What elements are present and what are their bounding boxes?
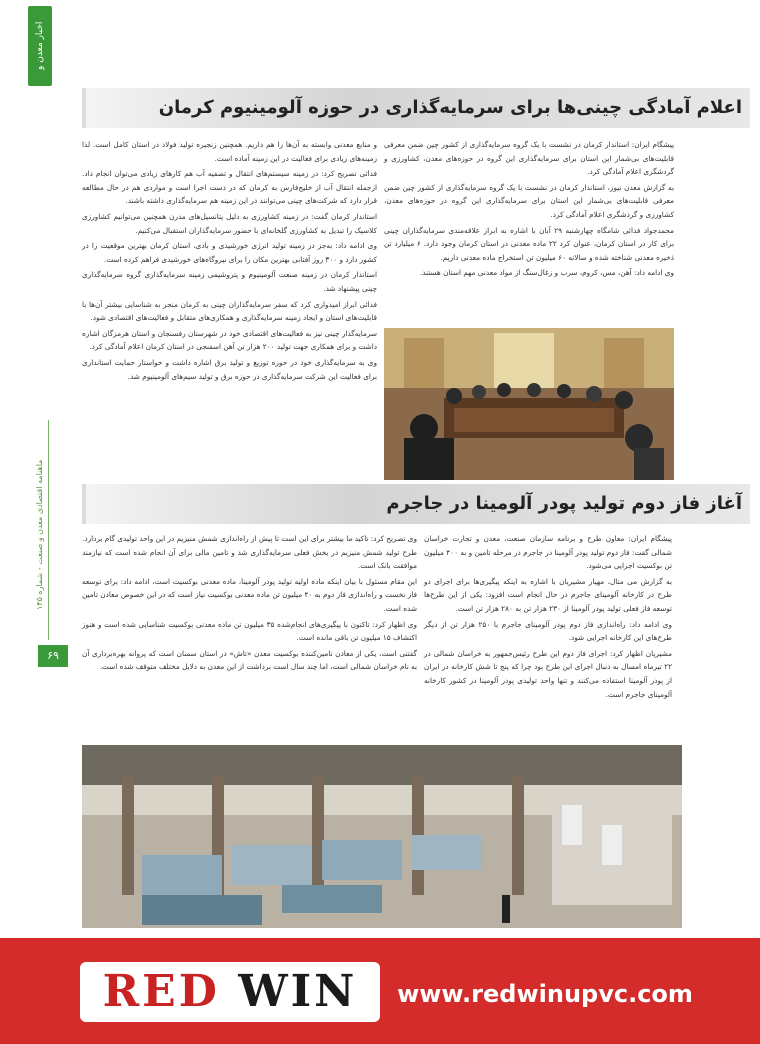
paragraph: و منابع معدنی وابسته به آن‌ها را هم داریم. همچنین زنجیره تولید فولاد در استان کامل است. لذا زمینه‌های زیادی برای فعالیت در این زمینه آماده است. xyxy=(82,140,377,163)
paragraph: وی به سرمایه‌گذاری خود در حوزه توزیع و تولید برق اشاره داشت و خواستار حمایت استانداری برای فعالیت این شرکت سرمایه‌گذاری در حوزه برق و تولید سیم‌های آلومینیوم شد. xyxy=(82,357,377,381)
page-number: ۶۹ xyxy=(38,645,68,667)
paragraph: این مقام مسئول با بیان اینکه ماده اولیه تولید پودر آلومینا، ماده معدنی بوکسیت است، ادامه داد: برای توسعه فاز نخست و راه‌اندازی فاز دوم به ۴۰ میلیون تن ماده معدنی بوکسیت نیاز است که در این خصوص معادن تامین شده است. xyxy=(82,576,417,613)
article1-left-column xyxy=(82,138,377,478)
section-tag xyxy=(28,6,65,86)
left-rail xyxy=(0,0,65,938)
article1-title: اعلام آمادگی چینی‌ها برای سرمایه‌گذاری در حوزه آلومینیوم کرمان xyxy=(158,97,742,118)
article1-headline-bar xyxy=(82,88,750,128)
magazine-strip: ماهنامه اقتصادی معدن و صنعت - شماره ۱۴۵ xyxy=(35,459,44,611)
meeting-photo xyxy=(384,328,674,480)
paragraph: استاندار کرمان در زمینه صنعت آلومینیوم و پتروشیمی زمینه سرمایه‌گذاری گروه سرمایه‌گذاری چینی پیشنهاد شد. xyxy=(82,270,377,293)
factory-photo xyxy=(82,745,682,928)
brand-url-link[interactable]: www.redwinupvc.com xyxy=(397,980,693,1008)
paragraph: وی تصریح کرد: تاکید ما بیشتر برای این است تا پیش از راه‌اندازی شمش منیزیم در این واحد تولیدی گام بردارد. طرح تولید شمش منیزیم در بخش فعلی سرمایه‌گذاری شد و تامین مالی برای آن انجام شده است که نیازمند موافقت بانک است. xyxy=(82,534,417,571)
brand-name-dark: WIN xyxy=(238,966,358,1017)
paragraph: پیشگام ایران: معاون طرح و برنامه سازمان صنعت، معدن و تجارت خراسان شمالی گفت: فاز دوم تولید پودر آلومینا در جاجرم در مرحله تامین و به ۴۰۰ میلیون تن بوکسیت اجرایی می‌شود. xyxy=(424,534,672,571)
paragraph: وی ادامه داد: آهن، مس، کروم، سرب و زغال‌سنگ از مواد معدنی مهم استان هستند. xyxy=(419,268,674,278)
brand-logo xyxy=(80,962,380,1022)
paragraph: استاندار کرمان گفت: در زمینه کشاورزی به دلیل پتانسیل‌های مدرن همچنین می‌توانیم کشاورزی کلاسیک را تبدیل به کشاورزی گلخانه‌ای با حضور سرمایه‌گذاران استقبال می‌کنیم. xyxy=(82,211,377,235)
paragraph: وی اظهار کرد: تاکنون با پیگیری‌های انجام‌شده ۳۵ میلیون تن ماده معدنی بوکسیت شناسایی شده است و هنوز اکتشاف ۱۵ میلیون تن باقی مانده است. xyxy=(82,619,417,643)
advertisement-banner[interactable] xyxy=(0,938,760,1044)
article2-headline-bar xyxy=(82,484,750,524)
paragraph: وی ادامه داد: به‌جز در زمینه تولید انرژی خورشیدی و بادی، استان کرمان بهترین موقعیت را در کشور دارد و ۳۰۰ روز آفتابی بهترین مکان را برای نیروگاه‌های خورشیدی فراهم کرده است. xyxy=(82,241,377,264)
section-tag-label: اخبار معدن و صنعت xyxy=(35,21,65,71)
meeting-photo-icon xyxy=(384,328,674,480)
paragraph: گفتنی است، یکی از معادن تامین‌کننده بوکسیت معدن «تاش» در استان سمنان است که پروانه بهره‌برداری آن به نام خراسان شمالی است، اما چند سال است برداشت از این معدن به دلایل مختلف متوقف شده است. xyxy=(82,648,417,672)
paragraph: فدائی ابراز امیدواری کرد که سفر سرمایه‌گذاران چینی به کرمان منجر به شناسایی بیشتر آن‌ها با قابلیت‌های استان و ایجاد زمینه سرمایه‌گذاری و همکاری‌های متقابل و فعالیت‌های اقتصادی شود. xyxy=(82,299,377,323)
paragraph: پیشگام ایران: استاندار کرمان در نشست با یک گروه سرمایه‌گذاری از کشور چین ضمن معرفی قابلیت‌های بی‌شمار این استان برای سرمایه‌گذاری این گروه در حوزه‌های معدن، کشاورزی و گردشگری اعلام آمادگی کرد. xyxy=(384,140,674,177)
paragraph: فدائی تصریح کرد: در زمینه سیستم‌های انتقال و تصفیه آب هم کارهای زیادی می‌توان انجام داد. ازجمله انتقال آب از خلیج‌فارس به کرمان که در دست اجرا است و مواردی هم در حال مطالعه قرار دارد که شرکت‌های چینی می‌توانند در این زمینه هم سرمایه‌گذاری داشته باشند. xyxy=(82,169,377,206)
article2-right-column xyxy=(424,532,672,732)
article2-left-column xyxy=(82,532,417,732)
paragraph: محمدجواد فدائی شامگاه چهارشنبه ۲۹ آبان با اشاره به ابراز علاقه‌مندی سرمایه‌گذاران چینی برای کار در استان کرمان، عنوان کرد ۲۲ ماده معدنی در استان کرمان وجود دارد. ۶ میلیارد تن ذخیره معدنی شناخته شده و سالانه ۶۰ میلیون تن استخراج ماده معدنی داریم. xyxy=(384,225,674,262)
paragraph: به گزارش می متال، مهیار مشیریان با اشاره به اینکه پیگیری‌ها برای اجرای دو طرح در کارخانه آلومینای جاجرم در حال انجام است افزود: یکی از این طرح‌ها توسعه فاز فعلی تولید پودر آلومینا از ۲۳۰ هزار تن به ۲۸۰ هزار تن است. xyxy=(424,576,672,613)
paragraph: مشیریان اظهار کرد: اجرای فاز دوم این طرح رئیس‌جمهور به خراسان شمالی در ۲۲ تیرماه امسال به دنبال اجرای این طرح بود چرا که پنج تا شش کارخانه در ایران از پودر آلومینا استفاده می‌کنند و تنها واحد تولیدی پودر آلومینا در کشور کارخانه آلومینای جاجرم است. xyxy=(424,648,672,699)
paragraph: به گزارش معدن نیوز، استاندار کرمان در نشست با یک گروه سرمایه‌گذاری از کشور چین ضمن معرفی قابلیت‌های بی‌شمار این استان برای سرمایه‌گذاری این گروه در حوزه‌های معدن، کشاورزی و گردشگری اعلام آمادگی کرد. xyxy=(384,182,674,219)
article1-right-column xyxy=(384,138,674,328)
factory-photo-icon xyxy=(82,745,682,928)
paragraph: سرمایه‌گذار چینی نیز به فعالیت‌های اقتصادی خود در شهرستان رفسنجان و استان هرمزگان اشاره داشت و برای همکاری جهت تولید ۲۰۰ هزار تن آهن اسفنجی در استان کرمان اعلام آمادگی کرد. xyxy=(82,328,377,352)
paragraph: وی ادامه داد: راه‌اندازی فاز دوم پودر آلومینای جاجرم با ۲۵۰ هزار تن از دیگر طرح‌های این کارخانه اجرایی شود. xyxy=(424,619,672,643)
article2-title: آغاز فاز دوم تولید پودر آلومینا در جاجرم xyxy=(386,493,742,514)
brand-name-red: RED xyxy=(102,966,220,1017)
